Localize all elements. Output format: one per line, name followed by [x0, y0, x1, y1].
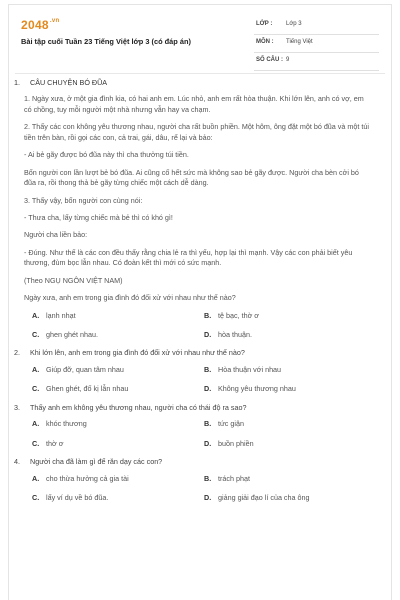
option-text: lấy ví dụ về bó đũa. [46, 492, 109, 502]
answer-option[interactable] [204, 493, 376, 503]
logo-suffix: .vn [49, 18, 60, 24]
meta-label: LỚP : [256, 21, 273, 27]
meta-row-count [254, 53, 379, 71]
option-text: tệ bạc, thờ ơ [218, 310, 259, 320]
passage-paragraph: Người cha liền bảo: [24, 230, 88, 240]
option-text: Giúp đỡ, quan tâm nhau [46, 364, 124, 374]
option-text: hòa thuận. [218, 330, 252, 339]
option-key: A. [32, 419, 40, 429]
answer-option[interactable] [32, 311, 204, 321]
question-stem: Người cha đã làm gì để răn dạy các con? [30, 457, 163, 467]
answer-option[interactable] [204, 330, 376, 340]
question-stem: Khi lớn lên, anh em trong gia đình đó đối xử với nhau như thế nào? [30, 348, 245, 358]
answer-option[interactable] [32, 474, 204, 484]
option-text: giảng giải đạo lí của cha ông [218, 492, 310, 502]
passage-paragraph: Ngày xưa, anh em trong gia đình đó đối xử với nhau như thế nào? [24, 293, 236, 303]
question-text [14, 457, 374, 467]
question-options [32, 365, 374, 395]
question-item [14, 348, 374, 394]
option-key: D. [204, 438, 212, 448]
option-key: C. [32, 492, 40, 502]
section-number: 1. [14, 78, 20, 87]
passage-paragraph: - Thưa cha, lấy từng chiếc mà bẻ thì có khó gì! [24, 212, 173, 222]
meta-row-subject [254, 35, 379, 53]
option-key: B. [204, 473, 212, 483]
meta-value: Tiếng Việt [286, 39, 313, 45]
passage-paragraph: Bốn người con lần lượt bẻ bó đũa. Ai cũng cố hết sức mà không sao bẻ gãy được. Người cha bèn cởi bó đũa ra, rồi thong thả bẻ gãy từng chiếc một cách dễ dàng. [24, 167, 359, 188]
option-key: B. [204, 310, 212, 320]
passage-paragraph: - Đúng. Như thế là các con đều thấy rằng chia lẻ ra thì yếu, hợp lại thì mạnh. Vậy các con phải biết yêu thương, đùm bọc lẫn nhau. Có đoàn kết thì mới có sức mạnh. [24, 247, 353, 268]
answer-option[interactable] [32, 419, 204, 429]
option-text: lạnh nhạt [46, 310, 76, 320]
document-header [9, 5, 391, 71]
passage-paragraph: 2. Thấy các con không yêu thương nhau, người cha rất buồn phiền. Một hôm, ông đặt một bó đũa và một túi tiền trên bàn, rồi gọi các con, cả trai, gái, dâu, rể lại và bảo: [24, 122, 369, 142]
option-text: buồn phiền [218, 438, 254, 448]
option-key: C. [32, 330, 40, 339]
answer-option[interactable] [204, 439, 376, 449]
answer-option[interactable] [204, 311, 376, 321]
passage-paragraph: - Ai bẻ gãy được bó đũa này thì cha thưởng túi tiền. [24, 150, 189, 160]
option-key: A. [32, 310, 40, 320]
passage-paragraph: 1. Ngày xưa, ở một gia đình kia, có hai anh em. Lúc nhỏ, anh em rất hòa thuận. Khi lớn lên, anh có vợ, em có chồng, tuy mỗi người một nhà nhưng vẫn hay va chạm. [24, 94, 364, 114]
answer-option[interactable] [32, 365, 204, 375]
meta-value: 9 [286, 57, 290, 63]
passage-paragraph: (Theo NGỤ NGÔN VIỆT NAM) [24, 275, 123, 285]
answer-option[interactable] [204, 419, 376, 429]
question-options [32, 419, 374, 449]
answer-option[interactable] [204, 384, 376, 394]
question-number: 3. [14, 402, 20, 412]
passage [14, 94, 374, 303]
meta-value: Lớp 3 [286, 21, 302, 27]
option-text: ghen ghét nhau. [46, 330, 98, 339]
option-text: tức giận [218, 419, 244, 429]
answer-option[interactable] [32, 439, 204, 449]
option-text: khóc thương [46, 419, 87, 429]
option-text: Hòa thuận với nhau [218, 364, 282, 374]
question-stem: Thấy anh em không yêu thương nhau, người cha có thái độ ra sao? [30, 402, 247, 412]
question-item [14, 457, 374, 503]
option-key: B. [204, 419, 212, 429]
option-key: D. [204, 492, 212, 502]
question-item [14, 403, 374, 449]
option-key: C. [32, 438, 40, 448]
option-key: D. [204, 330, 212, 339]
header-divider [15, 73, 385, 74]
answer-option[interactable] [204, 365, 376, 375]
meta-label: SỐ CÂU : [256, 57, 283, 63]
question-list [14, 348, 374, 503]
answer-option[interactable] [32, 330, 204, 340]
answer-option[interactable] [32, 384, 204, 394]
passage-paragraph: 3. Thấy vậy, bốn người con cùng nói: [24, 195, 143, 205]
question-number: 4. [14, 457, 20, 467]
option-text: Không yêu thương nhau [218, 384, 296, 394]
answer-option[interactable] [204, 474, 376, 484]
logo-text: 2048 [21, 18, 49, 32]
option-key: B. [204, 364, 212, 374]
answer-option[interactable] [32, 493, 204, 503]
option-text: cho thừa hưởng cả gia tài [46, 473, 129, 483]
option-key: A. [32, 473, 40, 483]
question-number: 2. [14, 348, 20, 358]
option-key: D. [204, 384, 212, 394]
option-text: trách phạt [218, 473, 250, 483]
option-text: thờ ơ [46, 438, 64, 448]
option-key: C. [32, 384, 40, 394]
question-1-options [32, 311, 374, 341]
meta-row-class [254, 17, 379, 35]
question-options [32, 474, 374, 504]
section-title [14, 78, 374, 88]
document-title: Bài tập cuối Tuần 23 Tiếng Việt lớp 3 (có đáp án) [21, 37, 191, 46]
reading-section [14, 78, 374, 340]
question-text [14, 348, 374, 358]
document-content [14, 78, 374, 511]
option-text: Ghen ghét, đố kị lẫn nhau [46, 384, 129, 394]
meta-label: MÔN : [256, 39, 274, 45]
question-text [14, 403, 374, 413]
option-key: A. [32, 364, 40, 374]
section-title-text: CÂU CHUYỆN BÓ ĐŨA [30, 78, 108, 87]
meta-table [254, 17, 379, 71]
site-logo[interactable] [21, 17, 59, 34]
